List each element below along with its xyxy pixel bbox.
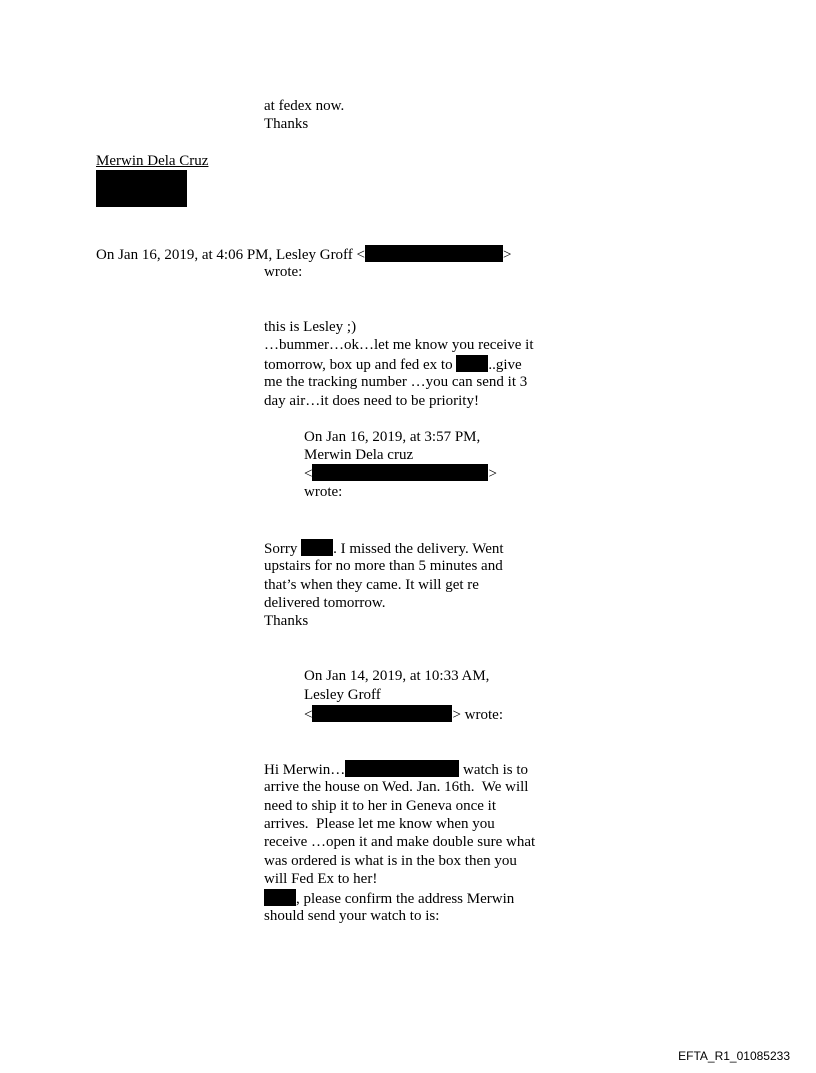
- reply-header-3-line-3: [304, 705, 503, 724]
- message-3-line-8-b: , please confirm the address Merwin: [296, 891, 515, 907]
- redaction-name-3: [264, 889, 296, 906]
- redaction-recipient: [456, 355, 488, 372]
- reply-header-2-close: >: [488, 466, 497, 482]
- redaction-name-1: [301, 539, 333, 556]
- signature-name: Merwin Dela Cruz: [96, 153, 209, 169]
- redaction-signature-block: [96, 170, 187, 207]
- reply-header-1-wrote: wrote:: [264, 264, 303, 280]
- reply-header-3-line-2: Lesley Groff: [304, 687, 381, 703]
- message-1-line-4: me the tracking number …you can send it 3: [264, 374, 528, 390]
- message-3-line-4: arrives. Please let me know when you: [264, 816, 495, 832]
- message-2-line-1-b: . I missed the delivery. Went: [333, 541, 504, 557]
- message-2-line-1-a: Sorry: [264, 541, 302, 557]
- intro-line-1: at fedex now.: [264, 98, 345, 114]
- message-1-line-3-b: ..give: [488, 357, 522, 373]
- reply-header-2-line-1: On Jan 16, 2019, at 3:57 PM,: [304, 429, 481, 445]
- reply-header-2-wrote: wrote:: [304, 484, 343, 500]
- redaction-email-merwin: [312, 464, 488, 481]
- message-3-line-1-b: watch is to: [459, 762, 528, 778]
- redaction-email-lesley: [365, 245, 503, 262]
- reply-header-1-text: On Jan 16, 2019, at 4:06 PM, Lesley Groff <: [96, 247, 365, 263]
- message-2-line-1: [264, 539, 504, 558]
- message-2-line-2: upstairs for no more than 5 minutes and: [264, 558, 503, 574]
- reply-header-2-open: <: [304, 466, 313, 482]
- message-1-line-5: day air…it does need to be priority!: [264, 393, 479, 409]
- message-2-line-3: that’s when they came. It will get re: [264, 577, 479, 593]
- message-3-line-6: was ordered is what is in the box then you: [264, 853, 517, 869]
- message-3-line-2: arrive the house on Wed. Jan. 16th. We will: [264, 779, 529, 795]
- reply-header-2-line-2: Merwin Dela cruz: [304, 447, 414, 463]
- redaction-email-lesley-2: [312, 705, 452, 722]
- reply-header-3-wrote: > wrote:: [452, 707, 503, 723]
- reply-header-1: [96, 245, 511, 264]
- message-1-line-2: …bummer…ok…let me know you receive it: [264, 337, 534, 353]
- message-2-line-5: Thanks: [264, 613, 309, 629]
- message-3-line-5: receive …open it and make double sure what: [264, 834, 536, 850]
- intro-line-2: Thanks: [264, 116, 309, 132]
- message-3-line-7: will Fed Ex to her!: [264, 871, 378, 887]
- message-3-line-8: [264, 889, 514, 908]
- message-3-line-1: [264, 760, 528, 779]
- reply-header-2-line-3: [304, 464, 497, 483]
- document-id: EFTA_R1_01085233: [678, 1049, 790, 1063]
- message-2-line-4: delivered tomorrow.: [264, 595, 386, 611]
- message-3-line-3: need to ship it to her in Geneva once it: [264, 798, 497, 814]
- message-1-line-3: [264, 355, 522, 374]
- message-1-line-1: this is Lesley ;): [264, 319, 357, 335]
- reply-header-3-open: <: [304, 707, 313, 723]
- message-3-line-9: should send your watch to is:: [264, 908, 440, 924]
- reply-header-3-line-1: On Jan 14, 2019, at 10:33 AM,: [304, 668, 490, 684]
- reply-header-1-close: >: [503, 247, 512, 263]
- redaction-name-2: [345, 760, 459, 777]
- message-3-line-1-a: Hi Merwin…: [264, 762, 346, 778]
- message-1-line-3-a: tomorrow, box up and fed ex to: [264, 357, 457, 373]
